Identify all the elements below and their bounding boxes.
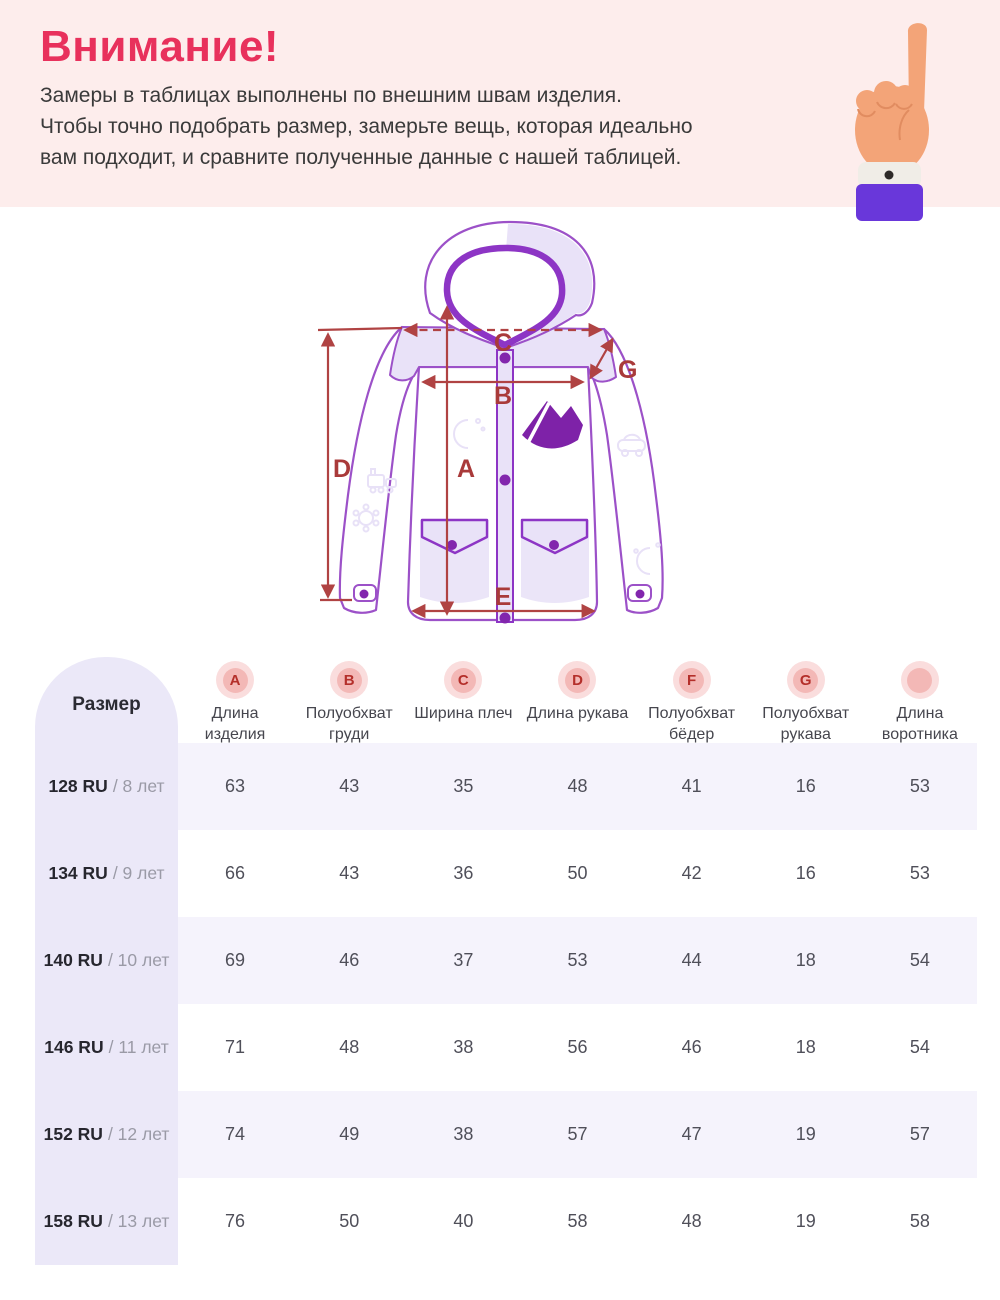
jacket-illustration (0, 207, 1000, 655)
measure-letter-badge: F (673, 661, 711, 699)
size-value-cell: 48 (520, 743, 634, 830)
size-value-cell: 54 (863, 917, 977, 1004)
size-value-cell: 48 (681, 1211, 702, 1231)
table-row (35, 1091, 977, 1178)
marker-label-G: G (618, 356, 638, 384)
size-value-cell: 63 (178, 743, 292, 830)
size-column-header (35, 657, 178, 743)
marker-label-B: B (493, 382, 513, 410)
size-label: 140 RU / 10 лет (35, 917, 178, 1004)
pointing-hand-icon (838, 16, 943, 221)
column-header-G: G Полуобхват рукава (749, 655, 863, 743)
size-value-cell: 42 (681, 863, 702, 883)
size-value-cell: 18 (749, 917, 863, 1004)
size-value-cell: 43 (339, 863, 360, 883)
marker-label-D: D (333, 455, 352, 483)
size-label: 134 RU / 9 лет (35, 830, 178, 917)
size-value-cell: 19 (795, 1211, 816, 1231)
size-value-cell: 57 (520, 1091, 634, 1178)
size-value-cell: 54 (909, 1037, 930, 1057)
size-value-cell: 44 (635, 917, 749, 1004)
size-value-cell: 74 (178, 1091, 292, 1178)
column-header-C: C Ширина плеч (406, 655, 520, 743)
size-value-cell: 66 (225, 863, 246, 883)
size-value-cell: 53 (863, 743, 977, 830)
marker-label-C: C (493, 329, 513, 357)
size-label: 146 RU / 11 лет (35, 1004, 178, 1091)
size-label: 158 RU / 13 лет (35, 1178, 178, 1265)
measure-letter-badge: D (558, 661, 596, 699)
size-value-cell: 38 (453, 1037, 474, 1057)
table-row (35, 830, 977, 917)
size-value-cell: 71 (225, 1037, 246, 1057)
size-value-cell: 58 (567, 1211, 588, 1231)
measure-letter-badge (901, 661, 939, 699)
column-header-A: A Длина изделия (178, 655, 292, 743)
size-value-cell: 50 (339, 1211, 360, 1231)
size-value-cell: 36 (453, 863, 474, 883)
size-column-title: Размер (72, 694, 141, 715)
table-row (35, 917, 977, 1004)
size-value-cell: 48 (339, 1037, 360, 1057)
size-value-cell: 16 (749, 743, 863, 830)
size-label: 152 RU / 12 лет (35, 1091, 178, 1178)
size-value-cell: 41 (635, 743, 749, 830)
notice-banner (0, 0, 1000, 207)
size-value-cell: 76 (225, 1211, 246, 1231)
notice-line: Чтобы точно подобрать размер, замерьте вещь, которая идеально (40, 115, 693, 138)
marker-label-E: E (494, 583, 512, 611)
marker-label-A: A (457, 455, 476, 483)
jacket-measurement-diagram (0, 207, 1000, 655)
size-value-cell: 35 (406, 743, 520, 830)
table-row (35, 1004, 977, 1091)
column-header-collar: Длина воротника (863, 655, 977, 743)
size-value-cell: 47 (635, 1091, 749, 1178)
table-row (35, 1178, 977, 1265)
measure-letter-badge: A (216, 661, 254, 699)
size-value-cell: 49 (292, 1091, 406, 1178)
size-value-cell: 58 (909, 1211, 930, 1231)
measure-letter-badge: B (330, 661, 368, 699)
measure-letter-badge: G (787, 661, 825, 699)
column-header-D: D Длина рукава (520, 655, 634, 743)
size-value-cell: 69 (178, 917, 292, 1004)
size-table (35, 655, 977, 1265)
size-value-cell: 38 (406, 1091, 520, 1178)
size-label: 128 RU / 8 лет (35, 743, 178, 830)
notice-text (40, 80, 693, 173)
notice-title: Внимание! (40, 22, 280, 71)
size-table-header (35, 655, 977, 743)
size-value-cell: 19 (749, 1091, 863, 1178)
size-value-cell: 16 (795, 863, 816, 883)
notice-line: вам подходит, и сравните полученные данные с нашей таблицей. (40, 146, 682, 169)
size-value-cell: 53 (520, 917, 634, 1004)
table-row (35, 743, 977, 830)
size-value-cell: 40 (453, 1211, 474, 1231)
size-value-cell: 18 (795, 1037, 816, 1057)
size-value-cell: 43 (292, 743, 406, 830)
size-value-cell: 50 (567, 863, 588, 883)
column-header-F: F Полуобхват бёдер (635, 655, 749, 743)
size-value-cell: 57 (863, 1091, 977, 1178)
size-value-cell: 53 (909, 863, 930, 883)
size-value-cell: 56 (567, 1037, 588, 1057)
measure-letter-badge: C (444, 661, 482, 699)
notice-line: Замеры в таблицах выполнены по внешним швам изделия. (40, 84, 622, 107)
size-value-cell: 37 (406, 917, 520, 1004)
column-header-B: B Полуобхват груди (292, 655, 406, 743)
size-value-cell: 46 (681, 1037, 702, 1057)
size-value-cell: 46 (292, 917, 406, 1004)
